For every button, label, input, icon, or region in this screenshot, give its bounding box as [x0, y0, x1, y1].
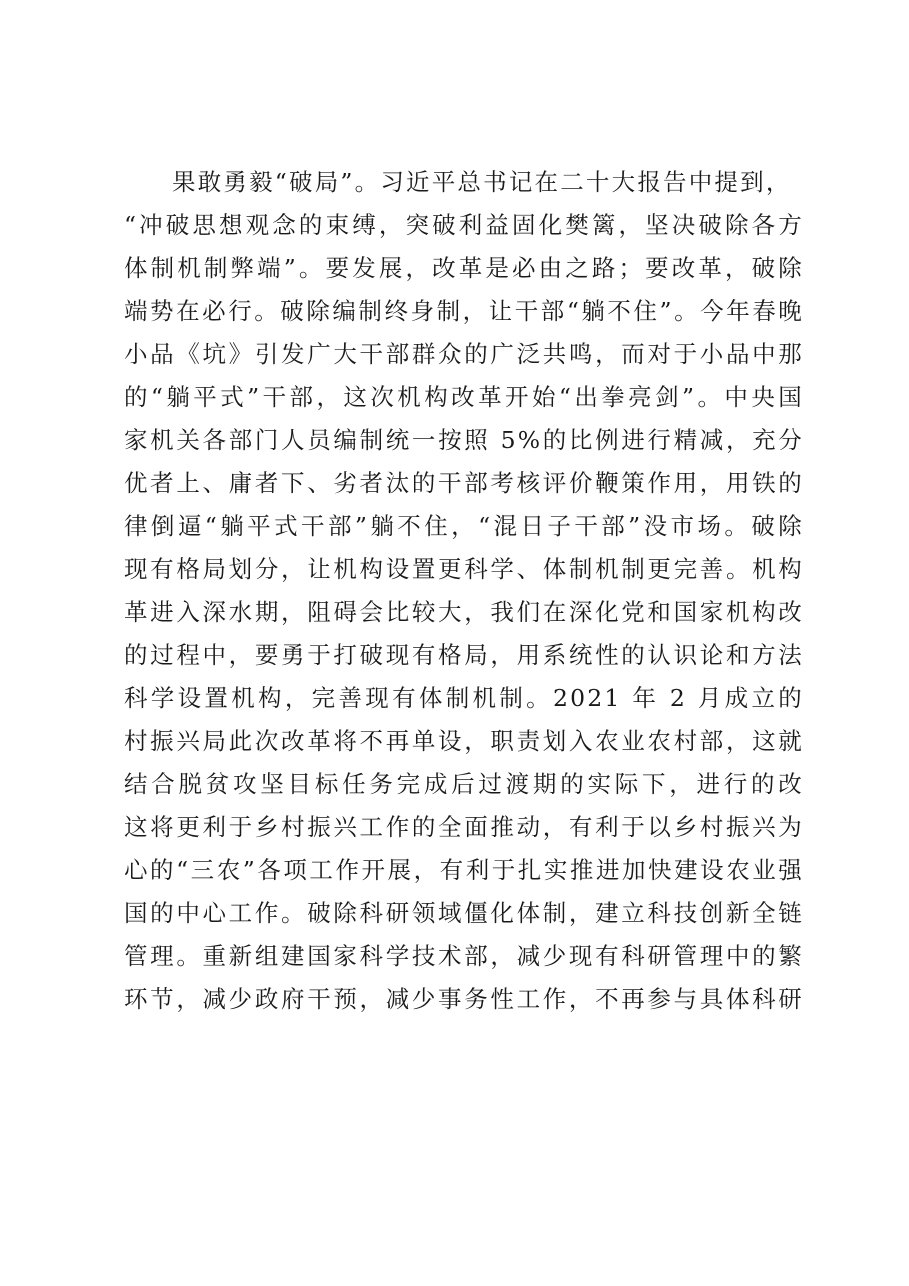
paragraph-line-12: 的过程中，要勇于打破现有格局，用系统性的认识论和方法: [124, 641, 804, 669]
paragraph-line-8: 优者上、庸者下、劣者汰的干部考核评价鞭策作用，用铁的: [124, 469, 804, 497]
paragraph-line-1: 果敢勇毅“破局”。习近平总书记在二十大报告中提到，: [172, 168, 792, 196]
paragraph-line-15: 结合脱贫攻坚目标任务完成后过渡期的实际下，进行的改: [124, 770, 804, 798]
paragraph-line-4: 端势在必行。破除编制终身制，让干部“躺不住”。今年春晚: [124, 297, 804, 325]
paragraph-line-17: 心的“三农”各项工作开展，有利于扎实推进加快建设农业强: [124, 856, 804, 884]
paragraph-line-6: 的“躺平式”干部，这次机构改革开始“出拳亮剑”。中央国: [124, 383, 804, 411]
paragraph-line-7: 家机关各部门人员编制统一按照 5%的比例进行精减，充分: [124, 426, 804, 454]
body-paragraph: [124, 161, 804, 1021]
paragraph-line-5: 小品《坑》引发广大干部群众的广泛共鸣，而对于小品中那: [124, 340, 804, 368]
paragraph-line-14: 村振兴局此次改革将不再单设，职责划入农业农村部，这就: [124, 727, 804, 755]
paragraph-line-3: 体制机制弊端”。要发展，改革是必由之路；要改革，破除: [124, 254, 804, 282]
paragraph-line-2: “冲破思想观念的束缚，突破利益固化樊篱，坚决破除各方: [124, 211, 804, 239]
paragraph-line-10: 现有格局划分，让机构设置更科学、体制机制更完善。机构: [124, 555, 804, 583]
paragraph-line-13: 科学设置机构，完善现有体制机制。2021 年 2 月成立的: [124, 684, 804, 712]
paragraph-line-9: 律倒逼“躺平式干部”躺不住，“混日子干部”没市场。破除: [124, 512, 804, 540]
paragraph-line-18: 国的中心工作。破除科研领域僵化体制，建立科技创新全链: [124, 899, 804, 927]
paragraph-line-19: 管理。重新组建国家科学技术部，减少现有科研管理中的繁: [124, 942, 804, 970]
paragraph-line-16: 这将更利于乡村振兴工作的全面推动，有利于以乡村振兴为: [124, 813, 804, 841]
paragraph-line-11: 革进入深水期，阻碍会比较大，我们在深化党和国家机构改: [124, 598, 804, 626]
paragraph-line-20: 环节，减少政府干预，减少事务性工作，不再参与具体科研: [124, 985, 804, 1013]
